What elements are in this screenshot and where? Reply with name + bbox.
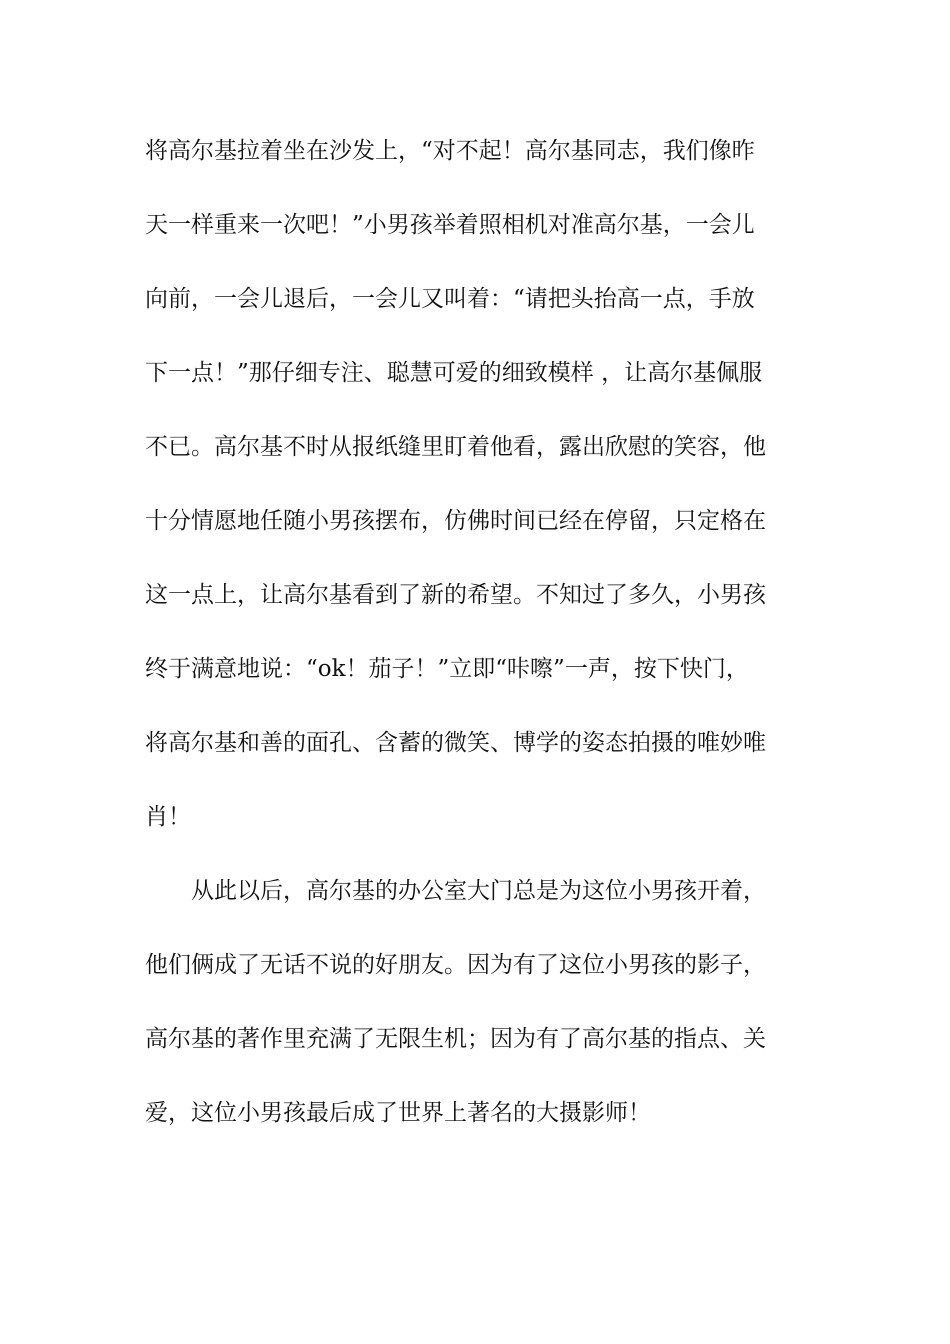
text-line: 他们俩成了无话不说的好朋友。因为有了这位小男孩的影子， bbox=[145, 952, 766, 978]
text-line: 肖！ bbox=[145, 804, 191, 830]
paragraph-2 bbox=[145, 868, 825, 1164]
text-line: 将高尔基和善的面孔、含蓄的微笑、博学的姿态拍摄的唯妙唯 bbox=[145, 730, 766, 756]
text-line: 高尔基的著作里充满了无限生机；因为有了高尔基的指点、关 bbox=[145, 1026, 766, 1052]
text-line: 向前，一会儿退后，一会儿又叫着：“请把头抬高一点，手放 bbox=[145, 286, 755, 312]
text-line: 将高尔基拉着坐在沙发上，“对不起！高尔基同志，我们像昨 bbox=[145, 138, 755, 164]
text-line: 这一点上，让高尔基看到了新的希望。不知过了多久，小男孩 bbox=[145, 582, 766, 608]
document-body bbox=[145, 128, 825, 1164]
text-line: 十分情愿地任随小男孩摆布，仿佛时间已经在停留，只定格在 bbox=[145, 508, 766, 534]
text-line: 从此以后，高尔基的办公室大门总是为这位小男孩开着， bbox=[191, 878, 766, 904]
text-line: 天一样重来一次吧！”小男孩举着照相机对准高尔基，一会儿 bbox=[145, 212, 755, 238]
text-line: 不已。高尔基不时从报纸缝里盯着他看，露出欣慰的笑容，他 bbox=[145, 434, 766, 460]
text-line: 爱，这位小男孩最后成了世界上著名的大摄影师！ bbox=[145, 1100, 651, 1126]
text-line: 终于满意地说：“ok！茄子！”立即“咔嚓”一声，按下快门， bbox=[145, 656, 749, 682]
text-line: 下一点！”那仔细专注、聪慧可爱的细致模样 ，让高尔基佩服 bbox=[145, 360, 763, 386]
paragraph-1 bbox=[145, 128, 825, 868]
